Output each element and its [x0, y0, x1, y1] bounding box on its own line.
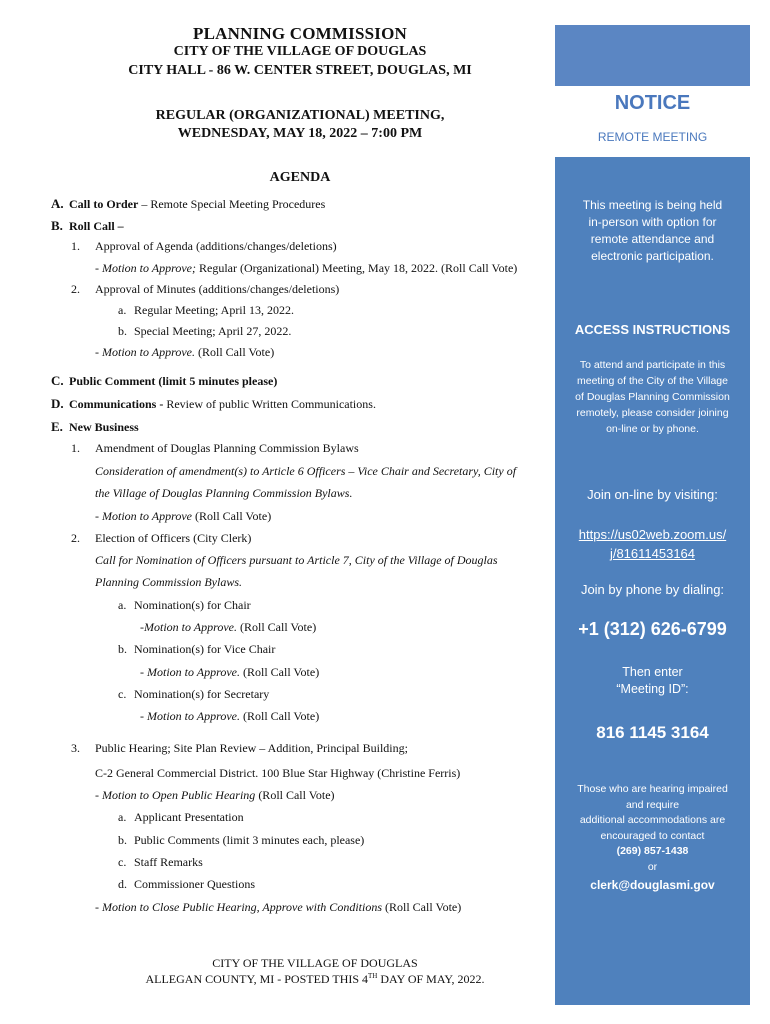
motion-label: - Motion to Open Public Hearing — [95, 788, 256, 802]
hearing-line: encouraged to contact — [600, 829, 705, 842]
e3-line2: C-2 General Commercial District. 100 Blue Star Highway (Christine Ferris) — [95, 766, 461, 780]
motion-e2c — [140, 709, 319, 724]
then-enter-line: “Meeting ID”: — [616, 682, 689, 696]
meeting-id: 816 1145 3164 — [596, 723, 709, 742]
item-marker: D. — [51, 396, 64, 411]
then-enter-label — [555, 664, 750, 698]
access-line: meeting of the City of the Village — [577, 375, 728, 387]
item-text: Nomination(s) for Vice Chair — [134, 642, 276, 656]
notice-title: NOTICE — [614, 92, 691, 114]
item-marker: E. — [51, 419, 63, 434]
item-text: Special Meeting; April 27, 2022. — [134, 324, 292, 338]
join-online-label: Join on-line by visiting: — [587, 487, 718, 502]
item-marker: a. — [118, 598, 127, 612]
motion-b2 — [95, 345, 274, 360]
hearing-line: and require — [625, 798, 680, 811]
item-marker: a. — [118, 303, 127, 317]
or-text: or — [647, 860, 658, 873]
item-text: Regular Meeting; April 13, 2022. — [134, 303, 294, 317]
motion-label: - Motion to Approve; — [95, 261, 196, 275]
item-marker: b. — [118, 642, 127, 656]
motion-e3-close — [95, 900, 461, 915]
zoom-link-line[interactable]: j/81611453164 — [609, 546, 696, 561]
item-text: Approval of Minutes (additions/changes/deletions) — [95, 282, 340, 296]
agenda-item-e2a — [118, 598, 251, 613]
agenda-item-e2 — [71, 531, 251, 546]
item-text: Applicant Presentation — [134, 810, 244, 824]
agenda-item-b — [51, 218, 124, 234]
agenda-item-d — [51, 396, 376, 412]
agenda-item-b2 — [71, 282, 339, 297]
intro-line: remote attendance and — [590, 232, 715, 246]
motion-text: (Roll Call Vote) — [194, 345, 275, 359]
access-instructions-body — [555, 357, 750, 437]
footer-posted-pre: ALLEGAN COUNTY, MI - POSTED THIS 4 — [145, 972, 369, 986]
item-text: Amendment of Douglas Planning Commission Bylaws — [95, 441, 359, 455]
zoom-link-line[interactable]: https://us02web.zoom.us/ — [578, 527, 727, 542]
access-line: To attend and participate in this — [579, 359, 726, 371]
item-marker: A. — [51, 196, 64, 211]
agenda-item-e3b — [118, 833, 364, 848]
agenda-title: AGENDA — [269, 170, 331, 185]
agenda-item-e3 — [71, 741, 408, 756]
agenda-item-e2b — [118, 642, 275, 657]
description-text: Planning Commission Bylaws. — [95, 575, 243, 589]
item-text: Public Comments (limit 3 minutes each, please) — [134, 833, 365, 847]
item-marker: 1. — [71, 239, 80, 253]
e1-description-line1 — [95, 464, 516, 479]
join-phone-label: Join by phone by dialing: — [580, 582, 725, 597]
notice-header-box — [555, 25, 750, 86]
item-text: Approval of Agenda (additions/changes/deletions) — [95, 239, 337, 253]
agenda-item-c — [51, 373, 277, 389]
footer-city: CITY OF THE VILLAGE OF DOUGLAS — [212, 956, 418, 970]
meeting-type: REGULAR (ORGANIZATIONAL) MEETING, — [155, 108, 445, 123]
motion-label: - Motion to Approve. — [140, 709, 240, 723]
motion-text: (Roll Call Vote) — [382, 900, 462, 914]
e2-description-line1 — [95, 553, 498, 568]
item-marker: 1. — [71, 441, 80, 455]
agenda-item-e1 — [71, 441, 359, 456]
motion-e2a — [140, 620, 316, 635]
agenda-item-e2c — [118, 687, 269, 702]
hearing-line: additional accommodations are — [579, 814, 726, 826]
agenda-item-e3a — [118, 810, 244, 825]
meeting-date: WEDNESDAY, MAY 18, 2022 – 7:00 PM — [177, 126, 423, 141]
then-enter-line: Then enter — [622, 665, 683, 679]
notice-panel — [555, 157, 750, 1005]
agenda-item-b2a — [118, 303, 294, 318]
access-line: remotely, please consider joining — [576, 407, 729, 419]
commission-title: PLANNING COMMISSION — [193, 24, 407, 43]
item-marker: 3. — [71, 741, 80, 755]
motion-label: - Motion to Approve — [95, 509, 192, 523]
item-text: – Remote Special Meeting Procedures — [138, 197, 326, 211]
item-text: Public Hearing; Site Plan Review – Addition, Principal Building; — [95, 741, 408, 755]
item-label: Communications - — [69, 397, 164, 411]
access-line: of Douglas Planning Commission — [575, 391, 730, 403]
item-label: Call to Order — [69, 197, 139, 211]
intro-line: electronic participation. — [591, 249, 714, 263]
motion-label: - Motion to Close Public Hearing, Approve with Conditions — [95, 900, 382, 914]
motion-text: Regular (Organizational) Meeting, May 18, 2022. (Roll Call Vote) — [195, 261, 518, 275]
city-hall-address: CITY HALL - 86 W. CENTER STREET, DOUGLAS, MI — [128, 63, 472, 78]
motion-label: -Motion to Approve. — [140, 620, 237, 634]
item-marker: c. — [118, 687, 127, 701]
description-text: Call for Nomination of Officers pursuant to Article 7, City of the Village of Douglas — [95, 553, 498, 567]
item-marker: c. — [118, 855, 127, 869]
item-text: Nomination(s) for Chair — [134, 598, 251, 612]
item-text: Commissioner Questions — [134, 877, 256, 891]
item-marker: 2. — [71, 531, 80, 545]
motion-label: - Motion to Approve. — [95, 345, 195, 359]
agenda-item-e3c — [118, 855, 203, 870]
motion-e1 — [95, 509, 271, 524]
description-text: the Village of Douglas Planning Commission Bylaws. — [95, 486, 353, 500]
item-text: Election of Officers (City Clerk) — [95, 531, 252, 545]
item-marker: d. — [118, 877, 127, 891]
clerk-email[interactable]: clerk@douglasmi.gov — [590, 878, 715, 892]
item-marker: 2. — [71, 282, 80, 296]
hearing-impaired-note — [555, 782, 750, 875]
item-label: New Business — [69, 420, 139, 434]
e1-description-line2 — [95, 486, 352, 501]
motion-b1 — [95, 261, 517, 276]
item-marker: b. — [118, 833, 127, 847]
hearing-line: Those who are hearing impaired — [577, 783, 728, 795]
access-line: on-line or by phone. — [606, 423, 699, 435]
item-text: Nomination(s) for Secretary — [134, 687, 270, 701]
contact-phone: (269) 857-1438 — [616, 845, 689, 857]
footer-posted — [100, 972, 530, 987]
notice-subtitle: REMOTE MEETING — [597, 130, 708, 144]
motion-text: (Roll Call Vote) — [255, 788, 335, 802]
agenda-item-b1 — [71, 239, 337, 254]
zoom-link[interactable] — [555, 525, 750, 563]
agenda-item-e3d — [118, 877, 255, 892]
notice-intro — [555, 197, 750, 265]
access-instructions-title: ACCESS INSTRUCTIONS — [574, 322, 731, 337]
motion-text: (Roll Call Vote) — [191, 509, 272, 523]
item-marker: b. — [118, 324, 127, 338]
description-text: Consideration of amendment(s) to Article 6 Officers – Vice Chair and Secretary, City of — [95, 464, 517, 478]
intro-line: This meeting is being held — [582, 198, 723, 212]
dial-in-phone: +1 (312) 626-6799 — [578, 619, 727, 639]
city-name: CITY OF THE VILLAGE OF DOUGLAS — [173, 44, 427, 59]
item-text: Staff Remarks — [134, 855, 203, 869]
item-marker: C. — [51, 373, 64, 388]
footer-posted-post: DAY OF MAY, 2022. — [377, 972, 485, 986]
item-marker: a. — [118, 810, 127, 824]
motion-e2b — [140, 665, 319, 680]
intro-line: in-person with option for — [588, 215, 717, 229]
agenda-item-b2b — [118, 324, 291, 339]
item-label: Public Comment (limit 5 minutes please) — [69, 374, 278, 388]
motion-text: (Roll Call Vote) — [236, 620, 317, 634]
item-marker: B. — [51, 218, 63, 233]
agenda-item-a — [51, 196, 325, 212]
footer-posted-sup: TH — [368, 972, 378, 980]
e2-description-line2 — [95, 575, 242, 590]
agenda-item-e — [51, 419, 139, 435]
motion-text: (Roll Call Vote) — [239, 709, 320, 723]
motion-e3-open — [95, 788, 335, 803]
motion-text: (Roll Call Vote) — [239, 665, 320, 679]
motion-label: - Motion to Approve. — [140, 665, 240, 679]
item-text: Review of public Written Communications. — [163, 397, 376, 411]
item-label: Roll Call – — [69, 219, 124, 233]
